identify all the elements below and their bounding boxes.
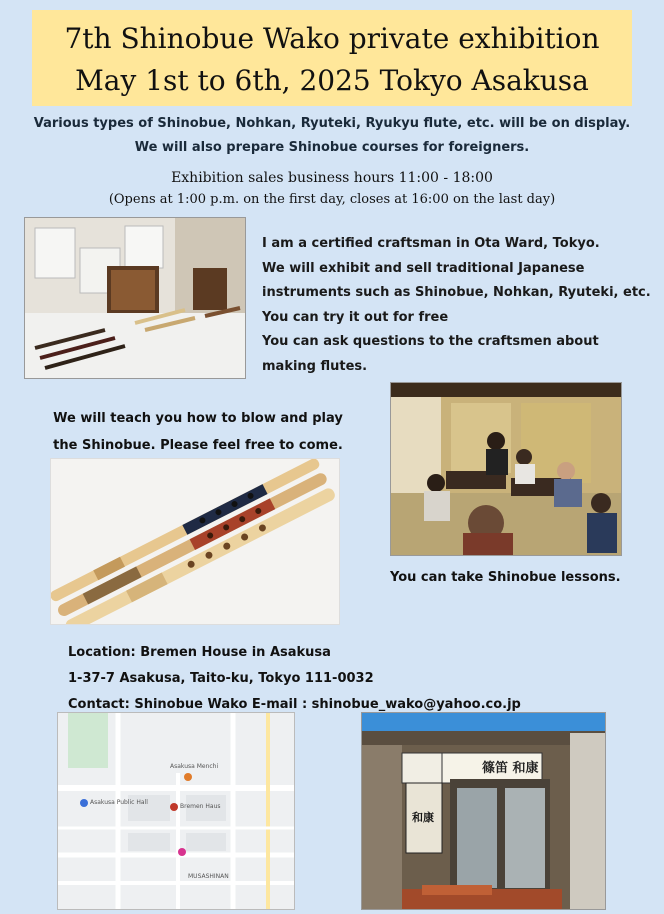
business-hours-note: (Opens at 1:00 p.m. on the first day, closes at 16:00 on the last day) xyxy=(108,192,556,207)
craftsman-line: making flutes. xyxy=(262,358,368,374)
teaching-line-2: the Shinobue. Please feel free to come. xyxy=(53,438,343,453)
map-pin-icon[interactable] xyxy=(80,799,88,807)
teaching-text xyxy=(48,405,348,459)
exhibition-dates: May 1st to 6th, 2025 Tokyo Asakusa xyxy=(75,64,589,97)
teaching-line-1: We will teach you how to blow and play xyxy=(53,411,343,426)
location-map[interactable] xyxy=(57,712,295,910)
shop-sign: 篠笛 和康 xyxy=(482,761,539,776)
contact-email[interactable]: Contact: Shinobue Wako E-mail : shinobue_wako@yahoo.co.jp xyxy=(68,697,521,712)
map-label: Asakusa Menchi xyxy=(170,763,219,770)
location-block xyxy=(68,640,521,718)
business-hours: Exhibition sales business hours 11:00 - 18:00 xyxy=(171,170,493,186)
location-place: Location: Bremen House in Asakusa xyxy=(68,645,331,660)
map-pin-icon[interactable] xyxy=(178,848,186,856)
intro-line-1: Various types of Shinobue, Nohkan, Ryuteki, Ryukyu flute, etc. will be on display. xyxy=(33,116,631,131)
map-pin-icon[interactable] xyxy=(170,803,178,811)
shop-photo xyxy=(361,712,606,910)
craftsman-line: You can try it out for free xyxy=(262,309,449,325)
lesson-photo xyxy=(390,382,622,556)
craftsman-line: I am a certified craftsman in Ota Ward, Tokyo. xyxy=(262,236,600,251)
map-label: Bremen Haus xyxy=(180,803,221,810)
shop-side-sign: 和康 xyxy=(412,811,434,824)
map-label: Asakusa Public Hall xyxy=(90,799,148,806)
exhibition-photo xyxy=(24,217,246,379)
lessons-caption: You can take Shinobue lessons. xyxy=(390,570,621,585)
intro-line-2: We will also prepare Shinobue courses for foreigners. xyxy=(134,140,530,155)
craftsman-line: You can ask questions to the craftsmen about xyxy=(262,334,599,349)
map-label: MUSASHINAN xyxy=(188,873,229,880)
craftsman-line: instruments such as Shinobue, Nohkan, Ryuteki, etc. xyxy=(262,285,651,300)
craftsman-line: We will exhibit and sell traditional Japanese xyxy=(262,260,585,276)
location-address: 1-37-7 Asakusa, Taito-ku, Tokyo 111-0032 xyxy=(68,671,374,686)
title-banner xyxy=(32,10,632,106)
map-pin-icon[interactable] xyxy=(184,773,192,781)
craftsman-description xyxy=(262,232,652,379)
shinobue-photo xyxy=(50,458,340,625)
exhibition-title: 7th Shinobue Wako private exhibition xyxy=(64,22,600,55)
